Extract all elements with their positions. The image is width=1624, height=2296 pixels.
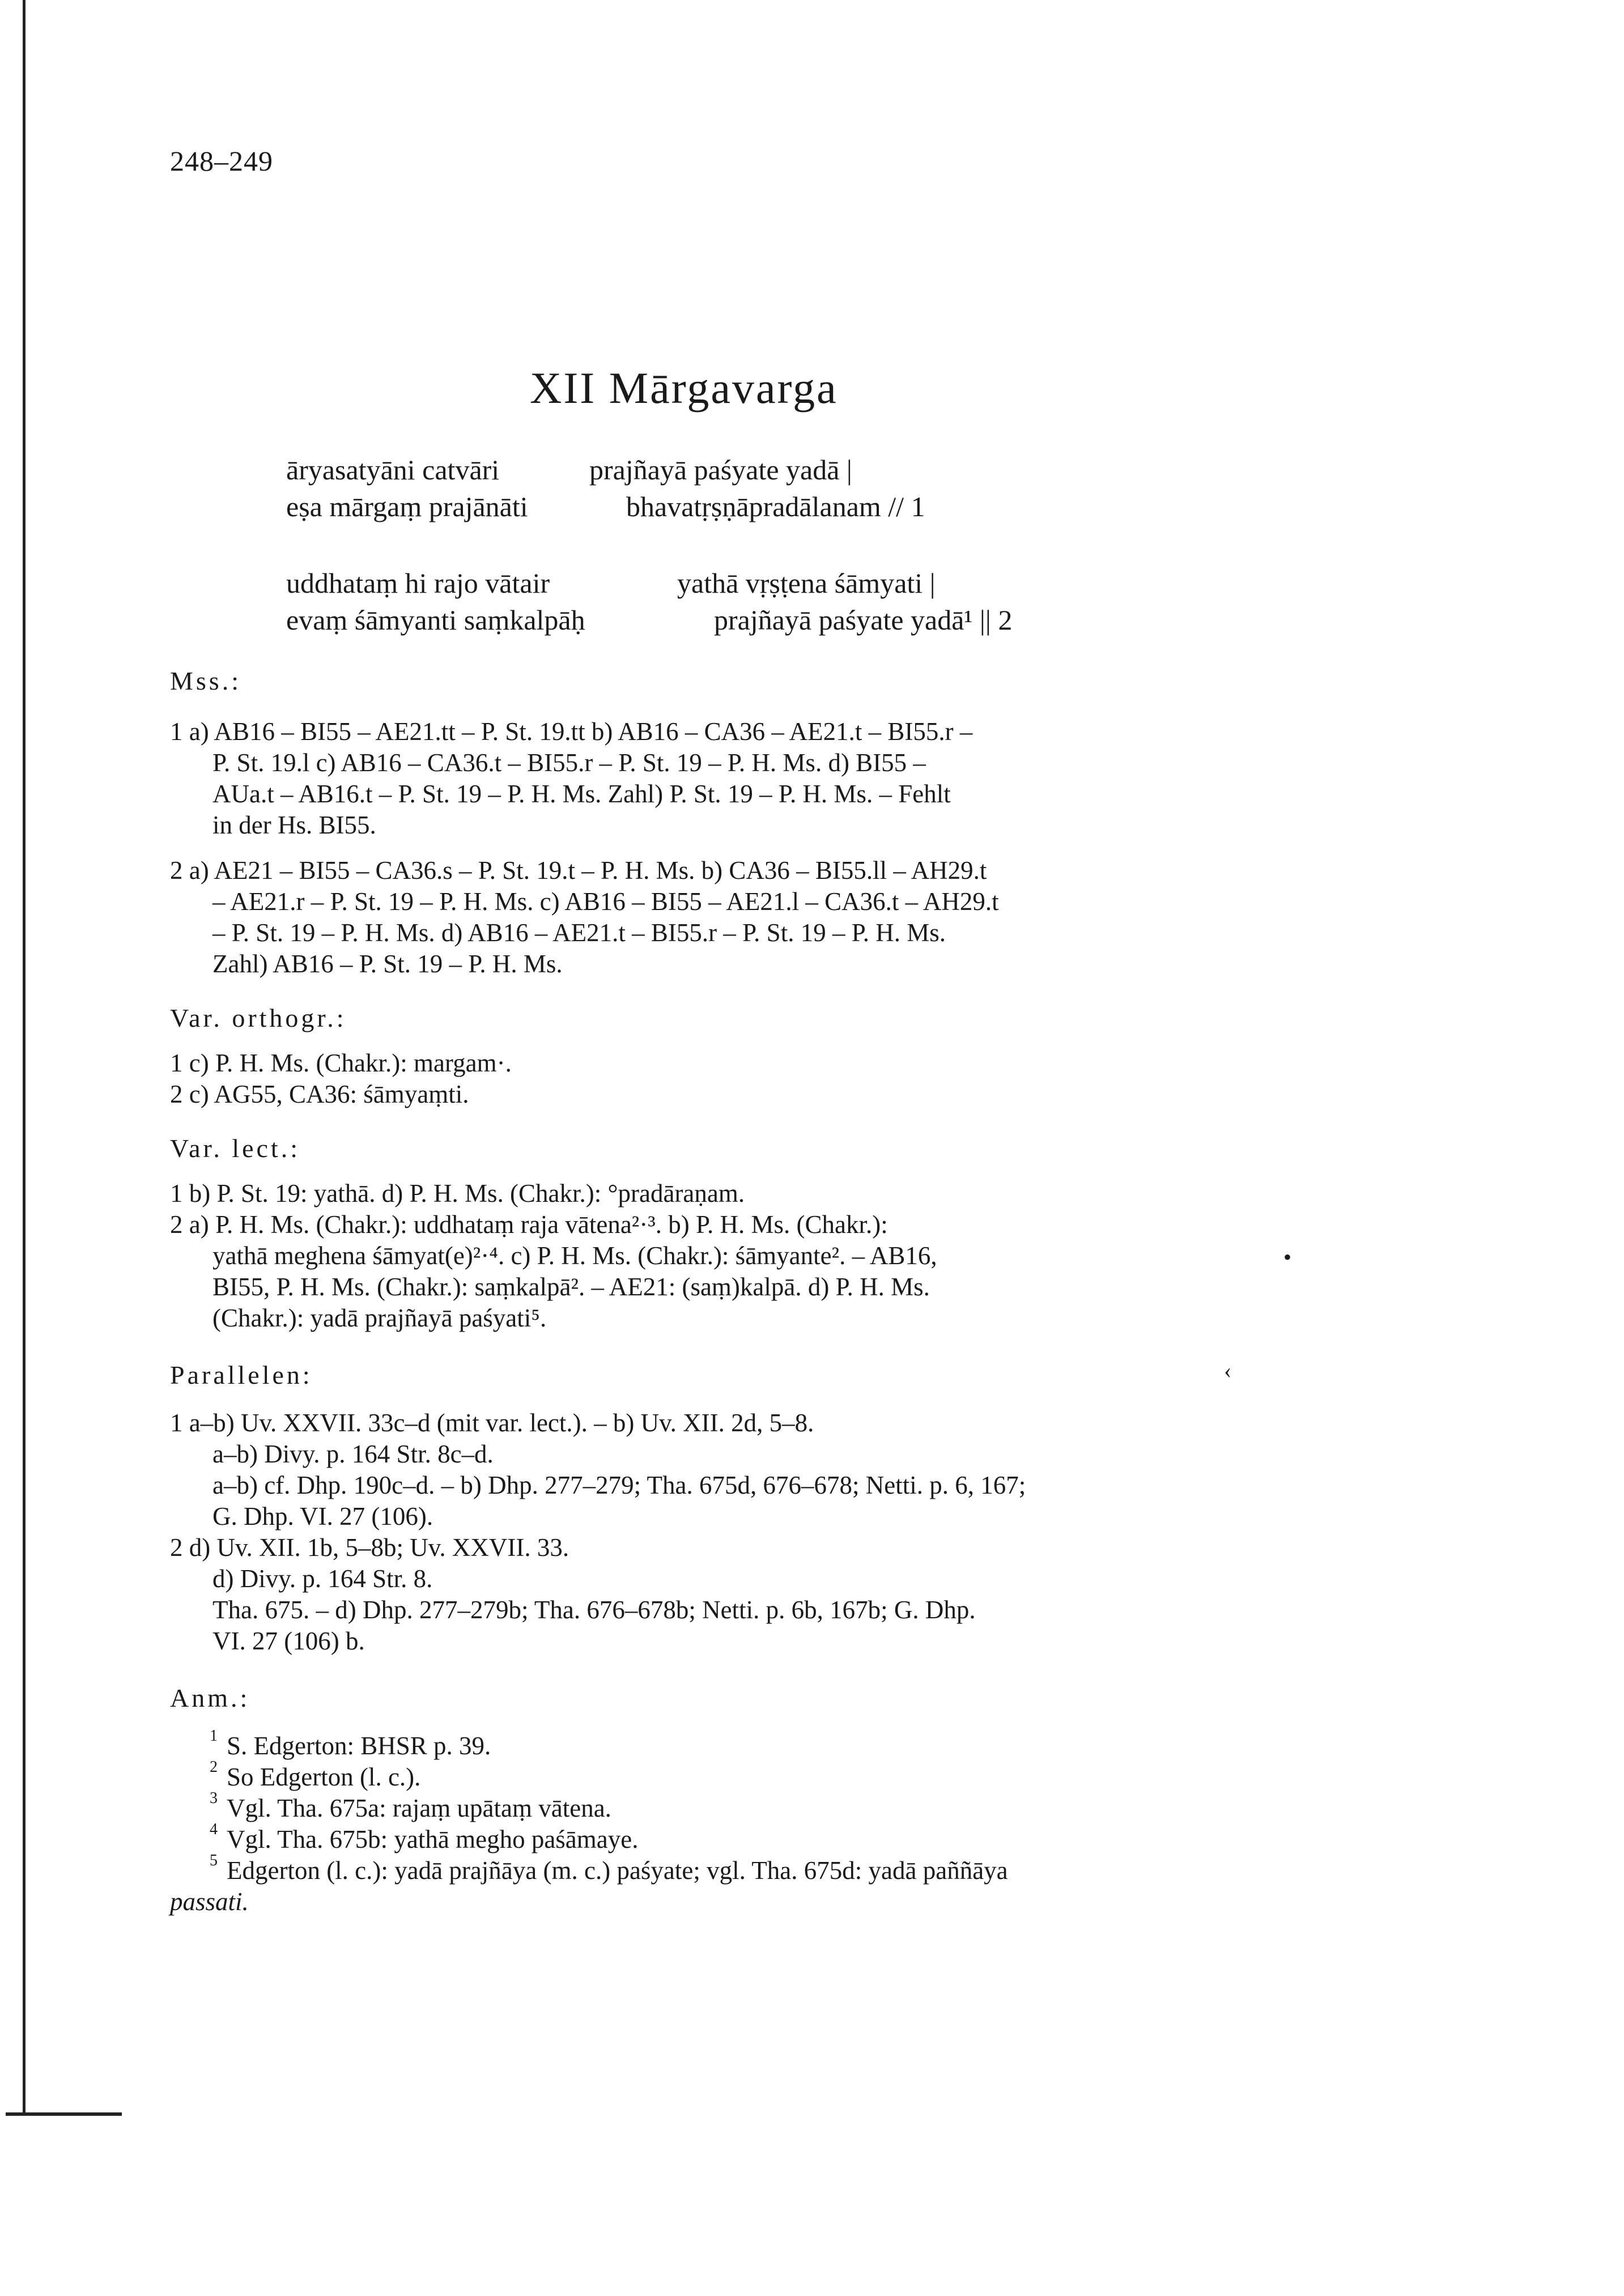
- verse-pada-a: āryasatyāni catvāri: [286, 454, 500, 486]
- footnote-continuation: passati.: [170, 1887, 249, 1916]
- mss-line: AUa.t – AB16.t – P. St. 19 – P. H. Ms. Zahl) P. St. 19 – P. H. Ms. – Fehlt: [212, 780, 951, 808]
- parallelen-line: 1 a–b) Uv. XXVII. 33c–d (mit var. lect.). – b) Uv. XII. 2d, 5–8.: [170, 1409, 814, 1437]
- stray-hook-mark: ‹: [1224, 1358, 1232, 1383]
- var-lect-line: 1 b) P. St. 19: yathā. d) P. H. Ms. (Chakr.): °pradāraṇam.: [170, 1179, 745, 1207]
- footnote-marker: 1: [210, 1727, 218, 1745]
- mss-line: P. St. 19.l c) AB16 – CA36.t – BI55.r – P. St. 19 – P. H. Ms. d) BI55 –: [212, 749, 926, 777]
- footnote-marker: 4: [210, 1821, 218, 1838]
- verse-pada-a: uddhataṃ hi rajo vātair: [286, 567, 550, 599]
- parallelen-line: VI. 27 (106) b.: [212, 1627, 365, 1655]
- binding-edge-line: [23, 0, 25, 2114]
- var-lect-line: yathā meghena śāmyat(e)²·⁴. c) P. H. Ms. (Chakr.): śāmyante². – AB16,: [212, 1241, 937, 1270]
- footnote-marker: 3: [210, 1789, 218, 1807]
- verse-line-2: [286, 490, 925, 523]
- verse-pada-a: eṣa mārgaṃ prajānāti: [286, 491, 528, 522]
- stray-bullet-mark: •: [1283, 1244, 1292, 1270]
- footnote-text: Edgerton (l. c.): yadā prajñāya (m. c.) paśyate; vgl. Tha. 675d: yadā paññāya: [227, 1856, 1008, 1885]
- footnote-text: Vgl. Tha. 675b: yathā megho paśāmaye.: [227, 1825, 639, 1853]
- parallelen-line: d) Divy. p. 164 Str. 8.: [212, 1564, 433, 1593]
- verse-pada-b: bhavatṛṣṇāpradālanam // 1: [626, 491, 925, 522]
- var-lect-line: BI55, P. H. Ms. (Chakr.): saṃkalpā². – AE21: (saṃ)kalpā. d) P. H. Ms.: [212, 1273, 930, 1301]
- var-orthogr-line: 1 c) P. H. Ms. (Chakr.): margam·.: [170, 1049, 512, 1077]
- var-lect-line: (Chakr.): yadā prajñayā paśyati⁵.: [212, 1304, 547, 1332]
- verse-pada-b: prajñayā paśyate yadā¹ || 2: [714, 604, 1013, 636]
- parallelen-line: G. Dhp. VI. 27 (106).: [212, 1502, 433, 1530]
- mss-line: Zahl) AB16 – P. St. 19 – P. H. Ms.: [212, 950, 563, 978]
- chapter-title: XII Mārgavarga: [530, 363, 838, 413]
- heading-var-orthogr: Var. orthogr.:: [170, 1004, 347, 1032]
- verse-pada-b: prajñayā paśyate yadā |: [589, 454, 852, 486]
- parallelen-line: 2 d) Uv. XII. 1b, 5–8b; Uv. XXVII. 33.: [170, 1533, 569, 1562]
- footnote-marker: 2: [210, 1758, 218, 1776]
- verse-pada-a: evaṃ śāmyanti saṃkalpāḥ: [286, 604, 585, 636]
- var-orthogr-line: 2 c) AG55, CA36: śāmyaṃti.: [170, 1080, 469, 1108]
- verse-pada-b: yathā vṛṣṭena śāmyati |: [677, 567, 936, 599]
- footnote-marker: 5: [210, 1852, 218, 1869]
- heading-var-lect: Var. lect.:: [170, 1134, 300, 1163]
- mss-line: 1 a) AB16 – BI55 – AE21.tt – P. St. 19.tt b) AB16 – CA36 – AE21.t – BI55.r –: [170, 717, 973, 746]
- page-number: 248–249: [170, 145, 273, 177]
- verse-line-3: [286, 567, 936, 599]
- mss-line: 2 a) AE21 – BI55 – CA36.s – P. St. 19.t – P. H. Ms. b) CA36 – BI55.ll – AH29.t: [170, 856, 987, 885]
- footnote-text: So Edgerton (l. c.).: [227, 1763, 421, 1791]
- verse-line-1: [286, 453, 852, 486]
- mss-line: – P. St. 19 – P. H. Ms. d) AB16 – AE21.t – BI55.r – P. St. 19 – P. H. Ms.: [212, 919, 946, 947]
- mss-line: in der Hs. BI55.: [212, 811, 376, 839]
- heading-parallelen: Parallelen:: [170, 1360, 313, 1389]
- parallelen-line: a–b) Divy. p. 164 Str. 8c–d.: [212, 1440, 494, 1468]
- parallelen-line: Tha. 675. – d) Dhp. 277–279b; Tha. 676–678b; Netti. p. 6b, 167b; G. Dhp.: [212, 1596, 976, 1624]
- mss-line: – AE21.r – P. St. 19 – P. H. Ms. c) AB16 – BI55 – AE21.l – CA36.t – AH29.t: [212, 887, 999, 916]
- footnote-text: S. Edgerton: BHSR p. 39.: [227, 1732, 491, 1760]
- footnote-text: Vgl. Tha. 675a: rajaṃ upātaṃ vātena.: [227, 1794, 611, 1822]
- heading-mss: Mss.:: [170, 666, 241, 695]
- parallelen-line: a–b) cf. Dhp. 190c–d. – b) Dhp. 277–279; Tha. 675d, 676–678; Netti. p. 6, 167;: [212, 1471, 1026, 1499]
- heading-anm: Anm.:: [170, 1683, 250, 1712]
- var-lect-line: 2 a) P. H. Ms. (Chakr.): uddhataṃ raja vātena²·³. b) P. H. Ms. (Chakr.):: [170, 1210, 888, 1239]
- verse-line-4: [286, 603, 1013, 636]
- binding-edge-foot: [6, 2112, 122, 2116]
